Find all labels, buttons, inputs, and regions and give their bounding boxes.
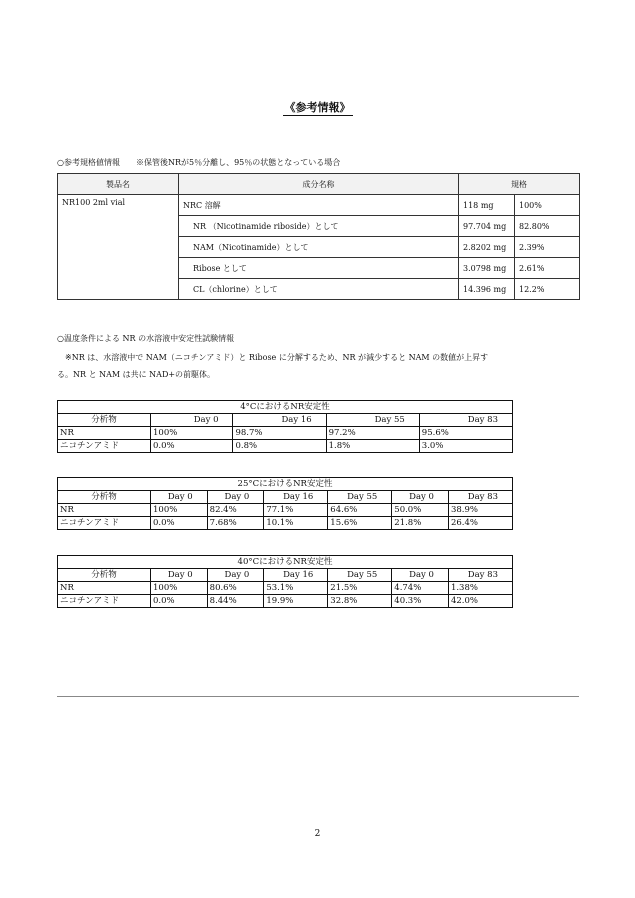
- table-row: [58, 427, 513, 440]
- component-percent: 100%: [515, 195, 580, 216]
- table-cell: 100%: [151, 582, 208, 595]
- table-caption-row: [58, 478, 513, 491]
- table-cell: 97.2%: [326, 427, 419, 440]
- table-cell: 0.0%: [151, 440, 233, 453]
- header-day: Day 16: [264, 491, 328, 504]
- component-name: CL（chlorine）として: [179, 279, 459, 300]
- table-cell: 1.8%: [326, 440, 419, 453]
- component-amount: 97.704 mg: [459, 216, 515, 237]
- table-row: [58, 517, 513, 530]
- component-percent: 2.39%: [515, 237, 580, 258]
- horizontal-divider: [57, 696, 579, 697]
- table-cell: 1.38%: [448, 582, 512, 595]
- table-cell: 80.6%: [207, 582, 264, 595]
- table-cell: 19.9%: [264, 595, 328, 608]
- table-cell: 95.6%: [419, 427, 512, 440]
- table-cell: 21.5%: [328, 582, 392, 595]
- table-row: [58, 582, 513, 595]
- component-amount: 14.396 mg: [459, 279, 515, 300]
- stability-section-heading: ○温度条件による NR の水溶液中安定性試験情報: [57, 334, 235, 343]
- table-row: [58, 440, 513, 453]
- table-cell: 100%: [151, 427, 233, 440]
- header-day: Day 83: [419, 414, 512, 427]
- table-cell: 40.3%: [392, 595, 449, 608]
- page-number: 2: [314, 829, 321, 839]
- header-day: Day 83: [448, 491, 512, 504]
- header-day: Day 0: [207, 491, 264, 504]
- table-cell: 10.1%: [264, 517, 328, 530]
- header-analyte: 分析物: [58, 569, 151, 582]
- spec-table-header: [58, 174, 580, 195]
- header-day: Day 55: [328, 491, 392, 504]
- table-row: [58, 195, 580, 216]
- stability-note-line: る。NR と NAM は共に NAD+の前駆体。: [57, 370, 216, 379]
- header-day: Day 0: [392, 569, 449, 582]
- table-caption-row: [58, 401, 513, 414]
- analyte-name: ニコチンアミド: [58, 517, 151, 530]
- spec-table: [57, 173, 580, 300]
- table-row: [58, 595, 513, 608]
- spec-section-heading: ○参考規格値情報 ※保管後NRが5％分離し、95％の状態となっている場合: [57, 158, 341, 167]
- header-analyte: 分析物: [58, 414, 151, 427]
- stability-note-line: ※NR は、水溶液中で NAM（ニコチンアミド）と Ribose に分解するため、NR が減少すると NAM の数値が上昇す: [65, 353, 489, 362]
- component-name: NAM（Nicotinamide）として: [179, 237, 459, 258]
- table-cell: 15.6%: [328, 517, 392, 530]
- component-amount: 2.8202 mg: [459, 237, 515, 258]
- table-cell: 3.0%: [419, 440, 512, 453]
- table-header-row: [58, 491, 513, 504]
- stability-note: [57, 349, 582, 383]
- analyte-name: NR: [58, 427, 151, 440]
- analyte-name: ニコチンアミド: [58, 595, 151, 608]
- table-cell: 50.0%: [392, 504, 449, 517]
- component-percent: 82.80%: [515, 216, 580, 237]
- analyte-name: ニコチンアミド: [58, 440, 151, 453]
- header-day: Day 0: [207, 569, 264, 582]
- table-cell: 82.4%: [207, 504, 264, 517]
- table-header-row: [58, 569, 513, 582]
- analyte-name: NR: [58, 504, 151, 517]
- component-name: NR （Nicotinamide riboside）として: [179, 216, 459, 237]
- table-caption-row: [58, 556, 513, 569]
- table-cell: 0.8%: [233, 440, 326, 453]
- header-analyte: 分析物: [58, 491, 151, 504]
- table-caption: 4°CにおけるNR安定性: [58, 401, 513, 414]
- table-cell: 26.4%: [448, 517, 512, 530]
- header-day: Day 16: [264, 569, 328, 582]
- stability-table-40c: [57, 555, 513, 608]
- table-cell: 32.8%: [328, 595, 392, 608]
- header-day: Day 55: [328, 569, 392, 582]
- header-day: Day 55: [326, 414, 419, 427]
- header-product: 製品名: [58, 174, 179, 195]
- component-percent: 12.2%: [515, 279, 580, 300]
- component-amount: 3.0798 mg: [459, 258, 515, 279]
- header-day: Day 16: [233, 414, 326, 427]
- header-day: Day 83: [448, 569, 512, 582]
- table-caption: 40°CにおけるNR安定性: [58, 556, 513, 569]
- header-spec: 規格: [459, 174, 580, 195]
- table-cell: 100%: [151, 504, 208, 517]
- table-cell: 53.1%: [264, 582, 328, 595]
- page-title: [0, 99, 635, 115]
- component-name: Ribose として: [179, 258, 459, 279]
- product-name: NR100 2ml vial: [58, 195, 179, 300]
- analyte-name: NR: [58, 582, 151, 595]
- table-cell: 7.68%: [207, 517, 264, 530]
- stability-table-4c: [57, 400, 513, 453]
- table-cell: 98.7%: [233, 427, 326, 440]
- table-row: [58, 504, 513, 517]
- table-cell: 0.0%: [151, 517, 208, 530]
- page-title-text: 《参考情報》: [284, 101, 351, 114]
- stability-table-25c: [57, 477, 513, 530]
- header-day: Day 0: [151, 414, 233, 427]
- table-cell: 21.8%: [392, 517, 449, 530]
- table-cell: 4.74%: [392, 582, 449, 595]
- table-cell: 8.44%: [207, 595, 264, 608]
- component-percent: 2.61%: [515, 258, 580, 279]
- component-name: NRC 溶解: [179, 195, 459, 216]
- component-amount: 118 mg: [459, 195, 515, 216]
- table-cell: 38.9%: [448, 504, 512, 517]
- table-cell: 42.0%: [448, 595, 512, 608]
- header-day: Day 0: [151, 569, 208, 582]
- header-component: 成分名称: [179, 174, 459, 195]
- header-day: Day 0: [151, 491, 208, 504]
- table-header-row: [58, 414, 513, 427]
- table-caption: 25°CにおけるNR安定性: [58, 478, 513, 491]
- table-cell: 64.6%: [328, 504, 392, 517]
- table-cell: 77.1%: [264, 504, 328, 517]
- table-cell: 0.0%: [151, 595, 208, 608]
- header-day: Day 0: [392, 491, 449, 504]
